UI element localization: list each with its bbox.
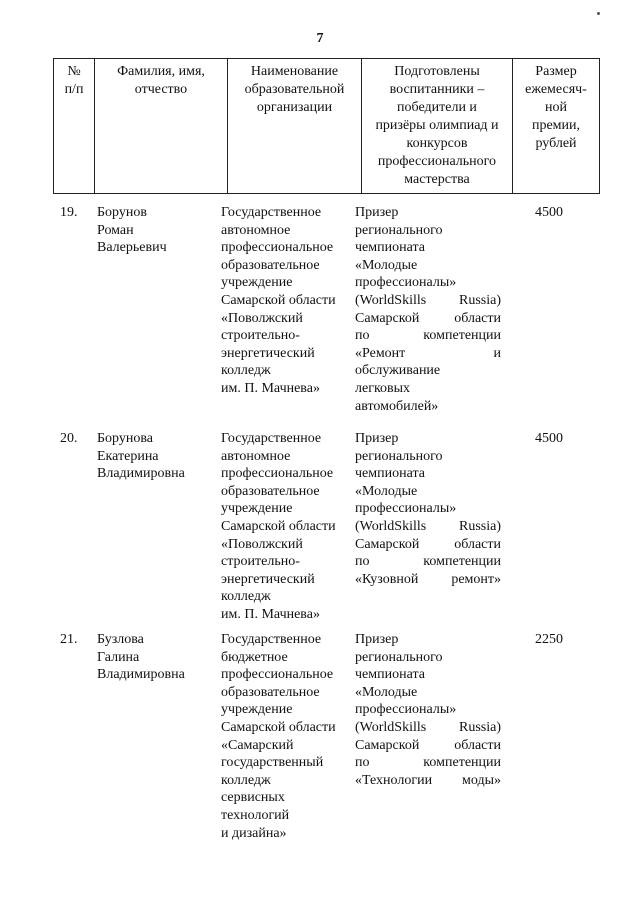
row-organization [221, 631, 353, 842]
header-bonus-amount: Размер ежемесяч- ной премии, рублей [513, 59, 600, 194]
achievement-line: регионального [355, 649, 443, 665]
table-header [53, 58, 600, 194]
header-organization: Наименование образовательной организации [228, 59, 362, 194]
achievement-line: профессионалы» [355, 501, 457, 517]
organization-line: колледж [221, 589, 271, 605]
organization-line: учреждение [221, 275, 293, 291]
organization-line: образовательное [221, 257, 320, 273]
achievement-line: Призер [355, 431, 399, 446]
row-full-name: Бузлова Галина Владимировна [97, 632, 185, 683]
organization-line: профессиональное [221, 240, 334, 256]
achievement-line: Призер [355, 205, 399, 220]
organization-line: строительно- [221, 554, 300, 570]
achievement-line: регионального [355, 448, 443, 464]
header-full-name: Фамилия, имя, отчество [95, 59, 228, 194]
achievement-line: чемпионата [355, 466, 425, 482]
achievement-line: «Кузовной ремонт» [355, 571, 501, 587]
organization-line: учреждение [221, 702, 293, 718]
achievement-line: легковых [355, 380, 411, 396]
organization-line: им. П. Мачнева» [221, 606, 320, 622]
organization-line: «Поволжский [221, 536, 303, 552]
organization-line: колледж [221, 772, 271, 788]
organization-line: энергетический [221, 571, 315, 587]
header-row [54, 59, 600, 194]
achievement-line: Самарской области [355, 737, 501, 753]
organization-line: Государственное [221, 431, 322, 446]
row-bonus-amount: 2250 [535, 632, 563, 647]
organization-line: технологий [221, 807, 290, 823]
achievement-line: чемпионата [355, 240, 425, 256]
row-number: 19. [60, 205, 78, 220]
row-achievement [355, 430, 501, 588]
organization-line: образовательное [221, 684, 320, 700]
organization-line: Самарской области [221, 292, 336, 308]
achievement-line: Самарской области [355, 536, 501, 552]
organization-line: профессиональное [221, 667, 334, 683]
row-achievement [355, 204, 501, 415]
row-number: 20. [60, 431, 78, 446]
row-full-name: Борунов Роман Валерьевич [97, 205, 167, 256]
organization-line: Самарской области [221, 518, 336, 534]
achievement-line: обслуживание [355, 363, 441, 379]
organization-line: им. П. Мачнева» [221, 380, 320, 396]
achievement-line: автомобилей» [355, 398, 439, 414]
row-bonus-amount: 4500 [535, 431, 563, 446]
header-achievements: Подготовлены воспитанники – победители и призёры олимпиад и конкурсов профессионального мастерства [362, 59, 513, 194]
achievement-line: (WorldSkills Russia) [355, 292, 501, 308]
achievement-line: профессионалы» [355, 702, 457, 718]
organization-line: строительно- [221, 328, 300, 344]
row-number: 21. [60, 632, 78, 647]
organization-line: сервисных [221, 790, 285, 806]
organization-line: профессиональное [221, 466, 334, 482]
organization-line: колледж [221, 363, 271, 379]
organization-line: энергетический [221, 345, 315, 361]
achievement-line: «Технологии моды» [355, 772, 501, 788]
organization-line: автономное [221, 448, 291, 464]
row-bonus-amount: 4500 [535, 205, 563, 220]
achievement-line: по компетенции [355, 328, 501, 344]
achievement-line: Самарской области [355, 310, 501, 326]
row-organization [221, 204, 353, 398]
row-organization [221, 430, 353, 624]
organization-line: и дизайна» [221, 825, 287, 841]
organization-line: «Поволжский [221, 310, 303, 326]
organization-line: государственный [221, 755, 324, 771]
achievement-line: регионального [355, 222, 443, 238]
achievement-line: по компетенции [355, 554, 501, 570]
organization-line: Государственное [221, 632, 322, 647]
page-number: 7 [316, 31, 324, 46]
organization-line: автономное [221, 222, 291, 238]
scan-speck [597, 12, 600, 15]
row-full-name: Борунова Екатерина Владимировна [97, 431, 185, 482]
organization-line: «Самарский [221, 737, 294, 753]
achievement-line: по компетенции [355, 755, 501, 771]
organization-line: бюджетное [221, 649, 288, 665]
achievement-line: Призер [355, 632, 399, 647]
achievement-line: «Молодые [355, 257, 418, 273]
achievement-line: чемпионата [355, 667, 425, 683]
organization-line: образовательное [221, 483, 320, 499]
achievement-line: профессионалы» [355, 275, 457, 291]
organization-line: Самарской области [221, 719, 336, 735]
header-number: № п/п [54, 59, 95, 194]
achievement-line: (WorldSkills Russia) [355, 518, 501, 534]
organization-line: учреждение [221, 501, 293, 517]
row-achievement [355, 631, 501, 789]
organization-line: Государственное [221, 205, 322, 220]
achievement-line: «Ремонт и [355, 345, 501, 361]
achievement-line: «Молодые [355, 684, 418, 700]
achievement-line: «Молодые [355, 483, 418, 499]
achievement-line: (WorldSkills Russia) [355, 719, 501, 735]
